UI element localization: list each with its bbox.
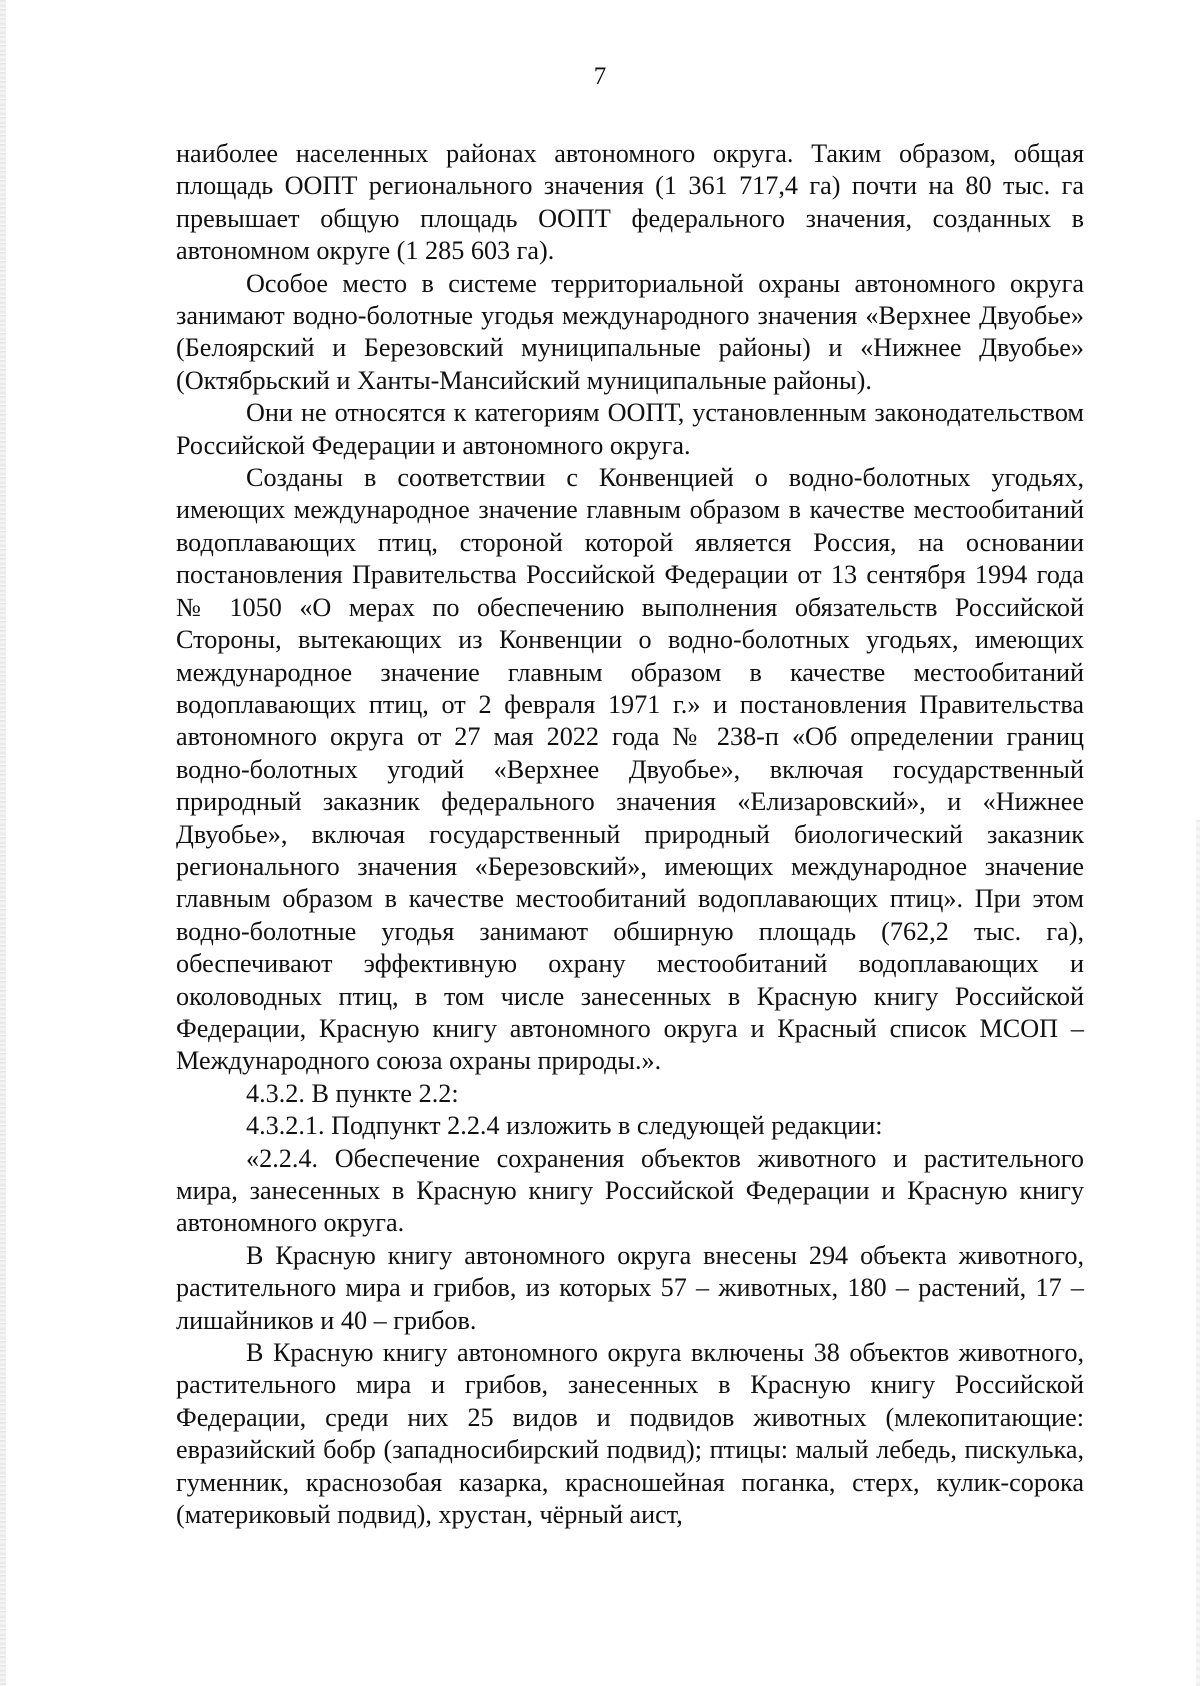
paragraph-3: Они не относятся к категориям ООПТ, установленным законодательством Российской Федерации и автономного округа. bbox=[176, 398, 1084, 460]
page-number: 7 bbox=[593, 63, 607, 90]
paragraph-6: 4.3.2.1. Подпункт 2.2.4 изложить в следующей редакции: bbox=[246, 1111, 883, 1141]
paragraph-2: Особое место в системе территориальной охраны автономного округа занимают водно-болотные угодья международного значения «Верхнее Двуобье» (Белоярский и Березовский муниципальные районы) и «Нижнее Двуобье» (Октябрьский и Ханты-Мансийский муниципальные районы). bbox=[176, 268, 1084, 395]
paragraph-1: наиболее населенных районах автономного округа. Таким образом, общая площадь ООПТ регионального значения (1 361 717,4 га) почти на 80 тыс. га превышает общую площадь ООПТ федерального значения, созданных в автономном округе (1 285 603 га). bbox=[176, 139, 1084, 266]
paragraph-8: В Красную книгу автономного округа внесены 294 объекта животного, растительного мира и грибов, из которых 57 – животных, 180 – растений, 17 – лишайников и 40 – грибов. bbox=[176, 1240, 1084, 1335]
paragraph-7: «2.2.4. Обеспечение сохранения объектов животного и растительного мира, занесенных в Красную книгу Российской Федерации и Красную книгу автономного округа. bbox=[176, 1143, 1084, 1238]
document-body bbox=[176, 138, 1084, 1531]
scan-edge-left bbox=[0, 0, 6, 1686]
paragraph-9: В Красную книгу автономного округа включены 38 объектов животного, растительного мира и грибов, занесенных в Красную книгу Российской Федерации, среди них 25 видов и подвидов животных (млекопитающие: евразийский бобр (западносибирский подвид); птицы: малый лебедь, пискулька, гуменник, краснозобая казарка, красношейная поганка, стерх, кулик-сорока (материковый подвид), хрустан, чёрный аист, bbox=[176, 1338, 1084, 1530]
paragraph-5: 4.3.2. В пункте 2.2: bbox=[246, 1078, 459, 1108]
paragraph-4: Созданы в соответствии с Конвенцией о водно-болотных угодьях, имеющих международное значение главным образом в качестве местообитаний водоплавающих птиц, стороной которой является Россия, на основании постановления Правительства Российской Федерации от 13 сентября 1994 года № 1050 «О мерах по обеспечению выполнения обязательств Российской Стороны, вытекающих из Конвенции о водно-болотных угодьях, имеющих международное значение главным образом в качестве местообитаний водоплавающих птиц, от 2 февраля 1971 г.» и постановления Правительства автономного округа от 27 мая 2022 года № 238-п «Об определении границ водно-болотных угодий «Верхнее Двуобье», включая государственный природный заказник федерального значения «Елизаровский», и «Нижнее Двуобье», включая государственный природный биологический заказник регионального значения «Березовский», имеющих международное значение главным образом в качестве местообитаний водоплавающих птиц». При этом водно-болотные угодья занимают обширную площадь (762,2 тыс. га), обеспечивают эффективную охрану местообитаний водоплавающих и околоводных птиц, в том числе занесенных в Красную книгу Российской Федерации, Красную книгу автономного округа и Красный список МСОП – Международного союза охраны природы.». bbox=[176, 463, 1084, 1076]
scan-edge-right bbox=[1196, 820, 1200, 1686]
